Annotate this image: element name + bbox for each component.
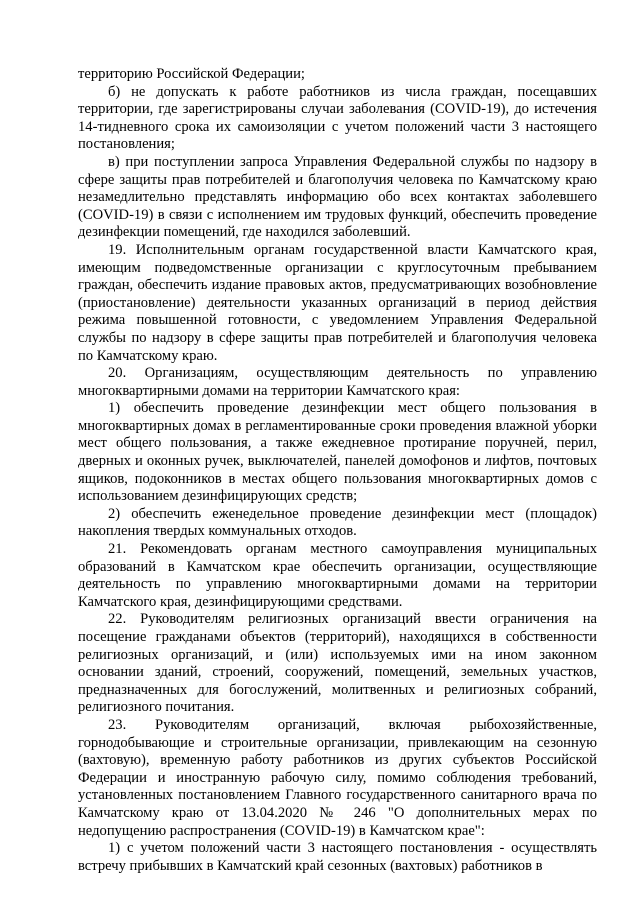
paragraph-20-item-1: 1) обеспечить проведение дезинфекции мест общего пользования в многоквартирных домах в регламентированные сроки проведения влажной уборки мест общего пользования, а также ежедневное протирание поручней, перил, дверных и оконных ручек, выключателей, панелей домофонов и лифтов, почтовых ящиков, подоконников в местах общего пользования многоквартирных домов с использованием дезинфицирующих средств;: [78, 400, 597, 505]
paragraph-item-b: б) не допускать к работе работников из числа граждан, посещавших территории, где зарегистрированы случаи заболевания (COVID-19), до истечения 14-тидневного срока их самоизоляции с учетом положений части 3 настоящего постановления;: [78, 83, 597, 153]
paragraph-continuation: территорию Российской Федерации;: [78, 66, 305, 82]
document-body: [78, 66, 597, 875]
paragraph-22: 22. Руководителям религиозных организаций ввести ограничения на посещение гражданами объектов (территорий), находящихся в собственности религиозных организаций, и (или) используемых ими на ином законном основании зданий, строений, сооружений, помещений, земельных участков, предназначенных для богослужений, молитвенных и религиозных собраний, религиозного почитания.: [78, 611, 597, 716]
paragraph-21: 21. Рекомендовать органам местного самоуправления муниципальных образований в Камчатском крае обеспечить организации, осуществляющие деятельность по управлению многоквартирными домами на территории Камчатского края, дезинфицирующими средствами.: [78, 541, 597, 610]
paragraph-23-item-1: 1) с учетом положений части 3 настоящего постановления - осуществлять встречу прибывших в Камчатский край сезонных (вахтовых) работников в: [78, 840, 597, 874]
paragraph-item-v: в) при поступлении запроса Управления Федеральной службы по надзору в сфере защиты прав потребителей и благополучия человека по Камчатскому краю незамедлительно представлять информацию обо всех контактах заболевшего (COVID-19) в связи с исполнением им трудовых функций, обеспечить проведение дезинфекции помещений, где находился заболевший.: [78, 153, 597, 241]
paragraph-19: 19. Исполнительным органам государственной власти Камчатского края, имеющим подведомственные организации с круглосуточным пребыванием граждан, обеспечить издание правовых актов, предусматривающих возобновление (приостановление) деятельности указанных организаций в период действия режима повышенной готовности, с уведомлением Управления Федеральной службы по надзору в сфере защиты прав потребителей и благополучия человека по Камчатскому краю.: [78, 241, 597, 364]
paragraph-20-item-2: 2) обеспечить еженедельное проведение дезинфекции мест (площадок) накопления твердых коммунальных отходов.: [78, 505, 597, 540]
paragraph-20: 20. Организациям, осуществляющим деятельность по управлению многоквартирными домами на территории Камчатского края:: [78, 365, 597, 399]
paragraph-23: 23. Руководителям организаций, включая рыбохозяйственные, горнодобывающие и строительные организации, привлекающим на сезонную (вахтовую), временную работу работников из других субъектов Российской Федерации и иностранную рабочую силу, помимо соблюдения требований, установленных постановлением Главного государственного санитарного врача по Камчатскому краю от 13.04.2020 № 246 "О дополнительных мерах по недопущению распространения (COVID-19) в Камчатском крае":: [78, 716, 597, 839]
